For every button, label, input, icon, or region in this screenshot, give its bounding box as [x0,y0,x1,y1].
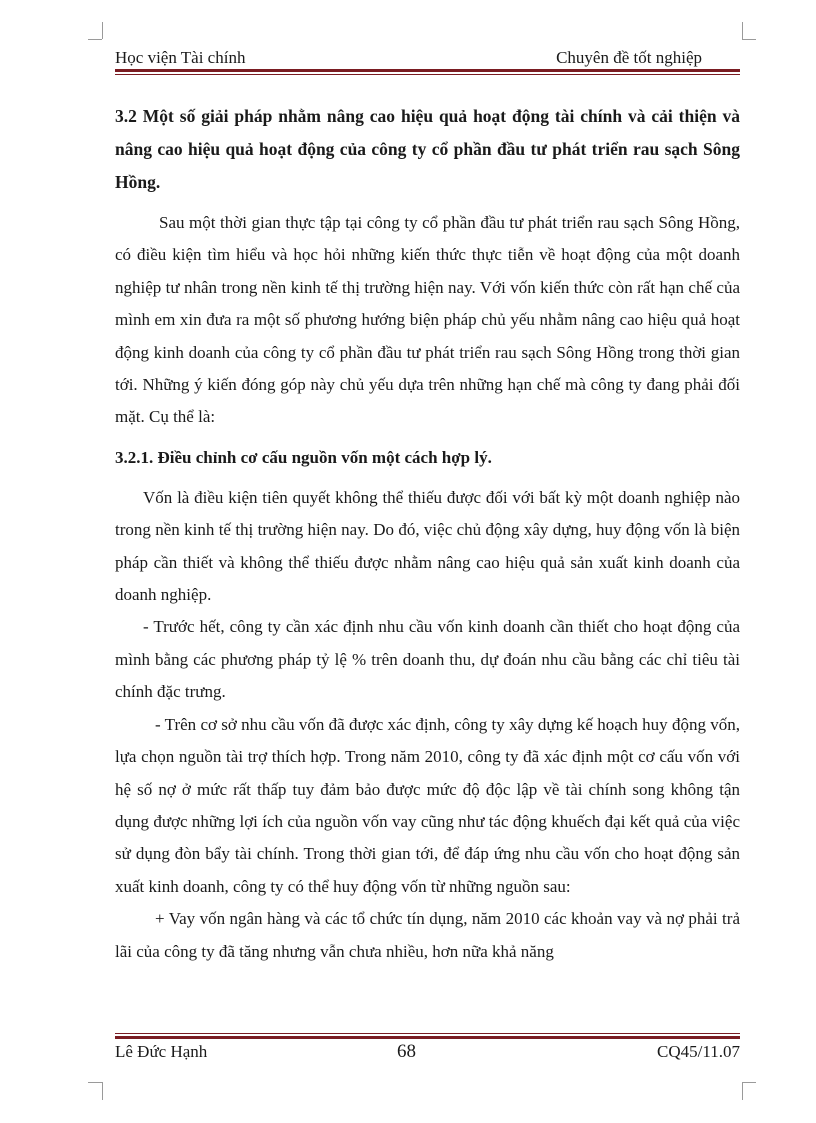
page-content [115,100,740,968]
subsection-heading: 3.2.1. Điều chỉnh cơ cấu nguồn vốn một cách hợp lý. [115,447,492,467]
footer-author: Lê Đức Hạnh [115,1042,208,1061]
crop-mark-bottom-right-h [742,1082,756,1083]
crop-mark-top-left-v [102,22,103,39]
section-title: 3.2 Một số giải pháp nhằm nâng cao hiệu quả hoạt động tài chính và cải thiện và nâng cao hiệu quả hoạt động của công ty cổ phần đầu tư phát triển rau sạch Sông Hồng. [115,106,740,192]
header-document-type: Chuyên đề tốt nghiệp [556,48,702,67]
paragraph-intro: Sau một thời gian thực tập tại công ty cổ phần đầu tư phát triển rau sạch Sông Hồng, có điều kiện tìm hiểu và học hỏi những kiến thức thực tiễn về hoạt động của một doanh nghiệp tư nhân trong nền kinh tế thị trường hiện nay. Với vốn kiến thức còn rất hạn chế của mình em xin đưa ra một số phương hướng biện pháp chủ yếu nhằm nâng cao hiệu quả hoạt động kinh doanh của công ty cổ phần đầu tư phát triển rau sạch Sông Hồng trong thời gian tới. Những ý kiến đóng góp này chủ yếu dựa trên những hạn chế mà công ty đang phải đối mặt. Cụ thể là: [115,213,740,427]
header-institution: Học viện Tài chính [115,48,246,67]
footer-rule-thick [115,1036,740,1039]
crop-mark-bottom-left-h [88,1082,102,1083]
crop-mark-bottom-right-v [742,1082,743,1100]
paragraph-second-step: - Trên cơ sở nhu cầu vốn đã được xác định, công ty xây dựng kế hoạch huy động vốn, lựa chọn nguồn tài trợ thích hợp. Trong năm 2010, công ty đã xác định một cơ cấu vốn với hệ số nợ ở mức rất thấp tuy đảm bảo được mức độ độc lập về tài chính song không tận dụng được những lợi ích của nguồn vốn vay cũng như tác động khuếch đại kết quả của việc sử dụng đòn bẩy tài chính. Trong thời gian tới, để đáp ứng nhu cầu vốn cho hoạt động sản xuất kinh doanh, công ty có thể huy động vốn từ những nguồn sau: [115,714,740,896]
page-footer [115,1042,740,1064]
footer-rule-thin [115,1033,740,1034]
crop-mark-bottom-left-v [102,1082,103,1100]
paragraph-bank-loans: + Vay vốn ngân hàng và các tổ chức tín dụng, năm 2010 các khoản vay và nợ phải trả lãi của công ty đã tăng nhưng vẫn chưa nhiều, hơn nữa khả năng [115,909,740,961]
paragraph-first-step: - Trước hết, công ty cần xác định nhu cầu vốn kinh doanh cần thiết cho hoạt động của mình bằng các phương pháp tỷ lệ % trên doanh thu, dự đoán nhu cầu bằng các chỉ tiêu tài chính đặc trưng. [115,617,740,702]
page-header [115,48,740,68]
footer-class-code: CQ45/11.07 [657,1042,740,1061]
header-rule-thick [115,69,740,72]
crop-mark-top-right-v [742,22,743,39]
footer-page-number: 68 [397,1041,416,1062]
crop-mark-top-left-h [88,39,102,40]
header-rule-thin [115,74,740,75]
crop-mark-top-right-h [742,39,756,40]
paragraph-capital: Vốn là điều kiện tiên quyết không thể thiếu được đối với bất kỳ một doanh nghiệp nào trong nền kinh tế thị trường hiện nay. Do đó, việc chủ động xây dựng, huy động vốn là biện pháp cần thiết và không thể thiếu được nhằm nâng cao hiệu quả sản xuất kinh doanh của doanh nghiệp. [115,487,740,605]
